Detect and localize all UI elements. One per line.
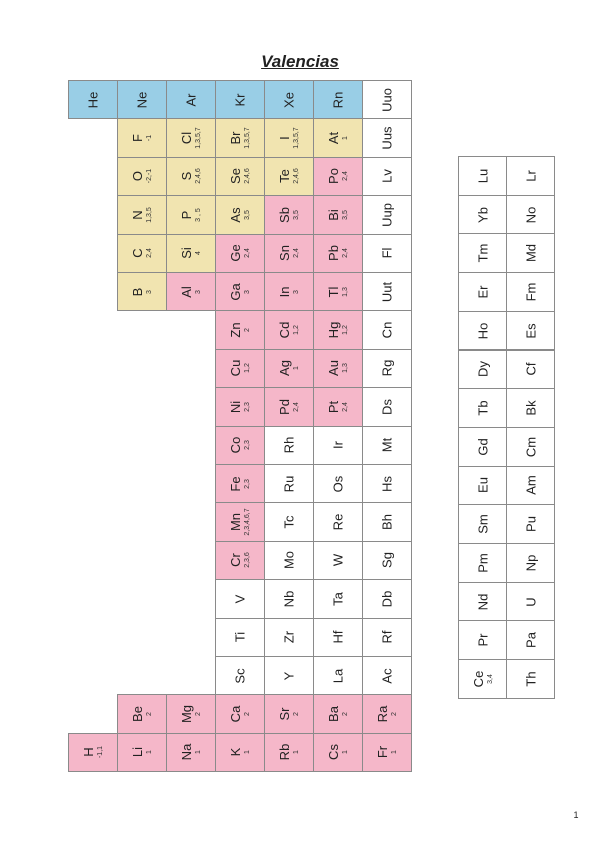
element-symbol: Dy	[475, 361, 490, 378]
element-cell-fl	[362, 234, 412, 273]
element-cell-co	[215, 426, 265, 465]
element-symbol: La	[330, 668, 346, 683]
element-symbol: Ga	[228, 283, 243, 301]
element-cell-fm	[506, 272, 555, 312]
element-cell-la	[313, 656, 363, 695]
element-cell-tl	[313, 272, 363, 311]
element-symbol: Ne	[134, 91, 150, 108]
element-valence: 3	[146, 289, 153, 294]
element-cell-hs	[362, 464, 412, 503]
element-cell-fr	[362, 733, 412, 772]
element-symbol: Sc	[232, 668, 248, 684]
element-symbol: Pr	[475, 633, 490, 647]
page-number: 1	[573, 810, 579, 820]
element-symbol: Y	[281, 671, 297, 681]
element-valence: 3,4	[486, 674, 494, 684]
element-symbol: Am	[523, 475, 538, 496]
element-symbol: C	[130, 248, 145, 258]
element-symbol: Fe	[228, 476, 243, 492]
element-cell-ba	[313, 694, 363, 733]
element-symbol: Nb	[281, 590, 297, 608]
element-symbol: As	[228, 207, 243, 223]
element-cell-pm	[458, 543, 507, 583]
element-cell-md	[506, 233, 555, 273]
element-cell-uut	[362, 272, 412, 311]
element-cell-tm	[458, 233, 507, 273]
element-cell-ge	[215, 234, 265, 273]
element-cell-eu	[458, 466, 507, 506]
element-symbol: Ra	[375, 705, 390, 723]
element-symbol: Co	[228, 436, 243, 454]
element-symbol: Bi	[326, 209, 341, 221]
element-symbol: Sb	[277, 206, 292, 223]
element-valence: 3	[293, 289, 300, 294]
element-cell-cd	[264, 310, 314, 349]
element-valence: 2,4	[293, 248, 300, 259]
element-valence: 1	[293, 750, 300, 755]
element-symbol: Cf	[523, 362, 538, 376]
element-cell-al	[166, 272, 216, 311]
element-symbol: Cm	[523, 436, 538, 457]
element-valence: 1	[293, 366, 300, 371]
element-cell-ga	[215, 272, 265, 311]
element-symbol: Mn	[228, 513, 243, 532]
element-symbol: P	[179, 210, 194, 220]
element-cell-tc	[264, 502, 314, 541]
element-symbol: Si	[179, 247, 194, 260]
element-cell-cn	[362, 310, 412, 349]
element-cell-tb	[458, 388, 507, 428]
element-symbol: Fr	[375, 746, 390, 759]
page-title: Valencias	[261, 52, 339, 71]
element-cell-nb	[264, 579, 314, 618]
element-cell-pb	[313, 234, 363, 273]
element-symbol: Db	[379, 590, 395, 608]
element-cell-db	[362, 579, 412, 618]
element-cell-cm	[506, 427, 555, 467]
element-symbol: Eu	[475, 477, 490, 494]
element-cell-w	[313, 541, 363, 580]
element-cell-mt	[362, 426, 412, 465]
element-symbol: Na	[179, 744, 194, 761]
element-cell-lr	[506, 156, 555, 196]
element-symbol: Ir	[330, 441, 346, 450]
element-cell-ne	[117, 80, 167, 119]
element-cell-ir	[313, 426, 363, 465]
element-cell-pt	[313, 387, 363, 426]
element-symbol: Ag	[277, 360, 292, 377]
element-cell-pu	[506, 504, 555, 544]
element-cell-uuo	[362, 80, 412, 119]
element-symbol: Ba	[326, 706, 341, 723]
element-cell-li	[117, 733, 167, 772]
element-symbol: K	[228, 748, 243, 757]
element-symbol: Hf	[330, 630, 346, 644]
element-symbol: Hs	[379, 475, 395, 492]
element-symbol: Po	[326, 168, 341, 185]
element-symbol: Kr	[232, 93, 248, 107]
element-valence: 3,5	[244, 210, 251, 220]
element-symbol: Ge	[228, 244, 243, 262]
element-cell-se	[215, 157, 265, 196]
element-cell-cu	[215, 349, 265, 388]
element-valence: 1	[146, 750, 153, 755]
element-valence: 2,4,6	[195, 168, 202, 185]
element-cell-ra	[362, 694, 412, 733]
element-cell-sg	[362, 541, 412, 580]
element-valence: 2,3	[244, 440, 251, 451]
element-symbol: Cl	[179, 131, 194, 145]
element-symbol: Bh	[379, 514, 395, 531]
element-symbol: Pa	[523, 632, 538, 649]
element-valence: 3	[195, 289, 202, 294]
element-symbol: Ca	[228, 705, 243, 723]
element-valence: 1,2	[244, 363, 251, 374]
element-cell-bi	[313, 195, 363, 234]
element-cell-be	[117, 694, 167, 733]
element-symbol: Rb	[277, 744, 292, 761]
element-symbol: Pd	[277, 398, 292, 415]
element-cell-ce	[458, 659, 507, 699]
element-valence: 2	[293, 712, 300, 717]
element-symbol: Tl	[326, 286, 341, 298]
element-cell-rg	[362, 349, 412, 388]
element-valence: 2	[391, 712, 398, 717]
element-symbol: Ni	[228, 400, 243, 414]
element-cell-cr	[215, 541, 265, 580]
element-cell-n	[117, 195, 167, 234]
element-symbol: Ce	[470, 670, 486, 688]
element-valence: 3	[244, 289, 251, 294]
element-valence: 3 , 5	[195, 208, 202, 222]
element-valence: 2	[342, 712, 349, 717]
element-symbol: Sm	[475, 514, 490, 534]
element-cell-cl	[166, 118, 216, 157]
element-symbol: Nd	[475, 593, 490, 610]
element-cell-cs	[313, 733, 363, 772]
element-symbol: Md	[523, 244, 538, 263]
element-cell-mn	[215, 502, 265, 541]
element-valence: 3,5	[293, 210, 300, 220]
element-cell-hg	[313, 310, 363, 349]
element-symbol: Xe	[281, 91, 297, 108]
element-cell-ag	[264, 349, 314, 388]
element-symbol: Er	[475, 285, 490, 299]
element-valence: 4	[195, 251, 202, 256]
element-valence: 1,3,5,7	[293, 127, 300, 149]
element-symbol: Mg	[179, 705, 194, 724]
element-cell-po	[313, 157, 363, 196]
element-valence: 2	[244, 712, 251, 717]
element-symbol: Lr	[523, 170, 538, 182]
element-cell-mg	[166, 694, 216, 733]
element-valence: 1,3	[342, 286, 349, 297]
element-cell-ti	[215, 618, 265, 657]
element-cell-rf	[362, 618, 412, 657]
element-cell-lu	[458, 156, 507, 196]
element-cell-o	[117, 157, 167, 196]
element-valence: -1	[146, 134, 153, 142]
element-cell-am	[506, 466, 555, 506]
element-symbol: Pm	[475, 553, 490, 573]
element-symbol: Ru	[281, 475, 297, 492]
element-valence: 1,3	[342, 363, 349, 374]
element-cell-s	[166, 157, 216, 196]
element-valence: 1,3,5,7	[195, 127, 202, 149]
element-cell-es	[506, 311, 555, 351]
element-symbol: W	[330, 554, 346, 567]
element-valence: 1	[342, 136, 349, 141]
element-symbol: Cr	[228, 553, 243, 568]
element-symbol: O	[130, 171, 145, 182]
element-symbol: Ac	[379, 668, 395, 684]
element-symbol: Lv	[379, 169, 395, 184]
element-cell-pd	[264, 387, 314, 426]
element-cell-bk	[506, 388, 555, 428]
element-cell-kr	[215, 80, 265, 119]
element-symbol: Es	[523, 323, 538, 339]
element-cell-ca	[215, 694, 265, 733]
element-symbol: Np	[523, 554, 538, 572]
element-symbol: Uuo	[379, 87, 395, 112]
element-symbol: Te	[277, 169, 292, 184]
element-symbol: Cd	[277, 321, 292, 339]
element-cell-au	[313, 349, 363, 388]
element-cell-ds	[362, 387, 412, 426]
element-cell-f	[117, 118, 167, 157]
element-valence: -1,1	[97, 746, 104, 759]
element-cell-no	[506, 195, 555, 235]
element-cell-c	[117, 234, 167, 273]
element-symbol: B	[130, 287, 145, 297]
element-symbol: Ho	[475, 322, 490, 339]
element-symbol: Fl	[379, 247, 395, 259]
element-cell-at	[313, 118, 363, 157]
element-cell-k	[215, 733, 265, 772]
element-cell-te	[264, 157, 314, 196]
element-symbol: Tm	[475, 243, 490, 263]
element-symbol: At	[326, 131, 341, 145]
element-symbol: Os	[330, 475, 346, 492]
element-cell-sn	[264, 234, 314, 273]
element-valence: 2,3,6	[244, 552, 251, 569]
element-cell-er	[458, 272, 507, 312]
element-valence: -2,-1	[146, 169, 153, 184]
element-symbol: Zn	[228, 322, 243, 338]
element-cell-lv	[362, 157, 412, 196]
element-symbol: Sr	[277, 707, 292, 721]
element-symbol: Rh	[281, 436, 297, 454]
element-cell-sc	[215, 656, 265, 695]
element-cell-p	[166, 195, 216, 234]
element-symbol: Pu	[523, 516, 538, 533]
element-cell-sr	[264, 694, 314, 733]
element-valence: 2,4	[244, 248, 251, 259]
element-valence: 2,3	[244, 402, 251, 412]
element-cell-rh	[264, 426, 314, 465]
element-cell-sb	[264, 195, 314, 234]
element-valence: 2,4	[342, 402, 349, 412]
element-symbol: Rn	[330, 91, 346, 108]
element-symbol: Cn	[379, 321, 395, 339]
element-cell-os	[313, 464, 363, 503]
element-cell-pa	[506, 620, 555, 660]
element-cell-mo	[264, 541, 314, 580]
element-cell-gd	[458, 427, 507, 467]
element-symbol: Ds	[379, 398, 395, 415]
element-valence: 2,4,6	[293, 168, 300, 185]
element-symbol: I	[277, 136, 292, 140]
element-symbol: Uup	[379, 202, 395, 227]
element-symbol: F	[130, 134, 145, 143]
element-symbol: Br	[228, 131, 243, 145]
element-cell-si	[166, 234, 216, 273]
element-valence: 2	[195, 712, 202, 717]
element-symbol: Tc	[281, 515, 297, 529]
element-cell-ar	[166, 80, 216, 119]
element-valence: 2,3,4,6,7	[244, 508, 251, 536]
element-symbol: V	[232, 594, 248, 604]
element-valence: 2,4	[146, 248, 153, 259]
element-valence: 1	[244, 750, 251, 755]
element-cell-sm	[458, 504, 507, 544]
element-cell-v	[215, 579, 265, 618]
element-cell-zr	[264, 618, 314, 657]
element-valence: 1,3,5	[146, 207, 153, 223]
element-valence: 1,2	[293, 325, 300, 335]
element-symbol: Lu	[475, 168, 490, 184]
element-valence: 1	[195, 750, 202, 755]
element-symbol: Be	[130, 706, 145, 723]
element-cell-th	[506, 659, 555, 699]
element-valence: 2	[146, 712, 153, 717]
element-symbol: U	[523, 596, 538, 607]
element-cell-ni	[215, 387, 265, 426]
element-cell-he	[68, 80, 118, 119]
element-symbol: Mt	[379, 438, 395, 453]
element-symbol: Bk	[523, 400, 538, 416]
element-symbol: Ti	[232, 632, 248, 643]
element-valence: 1	[391, 750, 398, 755]
element-symbol: Re	[330, 513, 346, 531]
element-cell-ho	[458, 311, 507, 351]
element-valence: 2	[244, 328, 251, 333]
element-cell-rb	[264, 733, 314, 772]
element-cell-re	[313, 502, 363, 541]
element-symbol: Se	[228, 168, 243, 185]
element-cell-b	[117, 272, 167, 311]
element-cell-ta	[313, 579, 363, 618]
element-symbol: He	[85, 91, 101, 108]
element-valence: 1,2	[342, 325, 349, 335]
element-symbol: Rg	[379, 360, 395, 377]
element-symbol: Pb	[326, 245, 341, 262]
element-valence: 2,4	[342, 248, 349, 259]
element-symbol: H	[81, 747, 96, 758]
element-symbol: Au	[326, 360, 341, 377]
element-cell-pr	[458, 620, 507, 660]
element-symbol: Al	[179, 285, 194, 298]
element-cell-ac	[362, 656, 412, 695]
element-cell-cf	[506, 350, 555, 390]
element-cell-br	[215, 118, 265, 157]
element-cell-dy	[458, 350, 507, 390]
element-cell-y	[264, 656, 314, 695]
element-symbol: Zr	[281, 631, 297, 644]
element-symbol: Li	[130, 747, 145, 758]
element-symbol: Th	[523, 671, 538, 687]
element-symbol: N	[130, 210, 145, 220]
element-symbol: Tb	[475, 400, 490, 416]
element-symbol: Fm	[523, 282, 538, 302]
element-symbol: Sg	[379, 552, 395, 569]
element-cell-np	[506, 543, 555, 583]
element-valence: 2,4,6	[244, 168, 251, 185]
element-valence: 3,5	[342, 210, 349, 220]
element-cell-h	[68, 733, 118, 772]
element-cell-fe	[215, 464, 265, 503]
element-cell-as	[215, 195, 265, 234]
element-cell-uus	[362, 118, 412, 157]
element-symbol: Yb	[475, 206, 490, 223]
element-cell-yb	[458, 195, 507, 235]
element-cell-rn	[313, 80, 363, 119]
element-cell-in	[264, 272, 314, 311]
element-symbol: No	[523, 206, 538, 223]
element-symbol: Cu	[228, 360, 243, 377]
element-cell-na	[166, 733, 216, 772]
element-cell-bh	[362, 502, 412, 541]
element-symbol: Sn	[277, 245, 292, 262]
element-symbol: Uus	[379, 126, 395, 150]
element-symbol: Gd	[475, 438, 490, 456]
element-symbol: S	[179, 172, 194, 181]
element-valence: 1	[342, 750, 349, 755]
element-symbol: Uut	[379, 281, 395, 302]
element-cell-nd	[458, 582, 507, 622]
element-cell-xe	[264, 80, 314, 119]
element-cell-zn	[215, 310, 265, 349]
element-cell-u	[506, 582, 555, 622]
element-valence: 2,3	[244, 478, 251, 489]
element-symbol: Cs	[326, 744, 341, 761]
element-cell-i	[264, 118, 314, 157]
element-valence: 2,4	[293, 402, 300, 412]
element-valence: 1,3,5,7	[244, 127, 251, 149]
element-symbol: Ta	[330, 592, 346, 606]
element-cell-ru	[264, 464, 314, 503]
element-symbol: Rf	[379, 630, 395, 644]
element-symbol: Mo	[281, 551, 297, 570]
element-cell-uup	[362, 195, 412, 234]
element-symbol: Pt	[326, 400, 341, 414]
element-symbol: In	[277, 286, 292, 298]
element-cell-hf	[313, 618, 363, 657]
element-valence: 2,4	[342, 171, 349, 182]
element-symbol: Hg	[326, 321, 341, 339]
element-symbol: Ar	[183, 93, 199, 107]
